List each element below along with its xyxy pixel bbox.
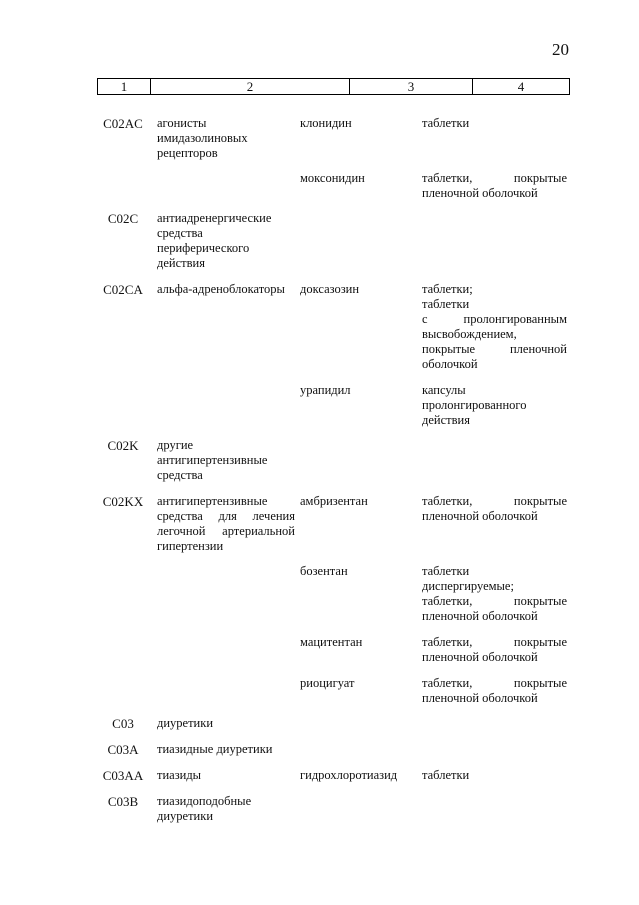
dosage-form-line [422, 171, 567, 186]
dosage-form-line [422, 312, 567, 327]
atc-code: C03B [107, 794, 139, 809]
dosage-form [422, 635, 567, 665]
atc-group: антигипертензивные средства для лечения легочной артериальной гипертензии [157, 494, 295, 553]
dosage-form-line: пленочной оболочкой [422, 650, 538, 664]
dosage-form-line: таблетки [422, 768, 470, 782]
word: покрытые [422, 342, 476, 356]
dosage-form-line: таблетки [422, 297, 470, 311]
dosage-form-line: действия [422, 413, 470, 427]
word: покрытые [513, 494, 567, 508]
word: таблетки, [422, 635, 473, 649]
dosage-form [422, 494, 567, 524]
dosage-form-line: пленочной оболочкой [422, 186, 538, 200]
column-header-table [97, 78, 570, 95]
dosage-form-line: пленочной оболочкой [422, 609, 538, 623]
dosage-form [422, 171, 567, 201]
word: покрытые [513, 171, 567, 185]
dosage-form-line: пролонгированного [422, 398, 527, 412]
dosage-form [422, 564, 567, 624]
dosage-form-line: пленочной оболочкой [422, 509, 538, 523]
atc-code: C03A [107, 742, 139, 757]
atc-group: другие антигипертензивные средства [157, 438, 268, 482]
atc-code: C02CA [103, 282, 143, 297]
atc-group: тиазидные диуретики [157, 742, 273, 756]
drug-name: урапидил [300, 383, 351, 397]
drug-name: бозентан [300, 564, 348, 578]
drug-name: мацитентан [300, 635, 363, 649]
drug-name: амбризентан [300, 494, 368, 508]
dosage-form-line: высвобождением, [422, 327, 517, 341]
dosage-form-line [422, 594, 567, 609]
column-header-3: 3 [350, 79, 473, 95]
dosage-form-line [422, 342, 567, 357]
word: покрытые [513, 594, 567, 608]
atc-group: альфа-адреноблокаторы [157, 282, 285, 296]
atc-group: тиазидоподобные диуретики [157, 794, 252, 823]
atc-group: диуретики [157, 716, 214, 730]
atc-group: агонисты имидазолиновых рецепторов [157, 116, 248, 160]
drug-name: моксонидин [300, 171, 365, 185]
dosage-form-line [422, 494, 567, 509]
drug-name: доксазозин [300, 282, 360, 296]
dosage-form-line [422, 635, 567, 650]
atc-group: тиазиды [157, 768, 202, 782]
word: пленочной [509, 342, 567, 356]
word: таблетки, [422, 594, 473, 608]
dosage-form [422, 676, 567, 706]
atc-code: C02K [107, 438, 139, 453]
word: таблетки, [422, 494, 473, 508]
atc-code: C02C [107, 211, 139, 226]
atc-group: антиадренергические средства периферического действия [157, 211, 272, 270]
dosage-form-line: таблетки [422, 116, 470, 130]
dosage-form-line: таблетки [422, 564, 470, 578]
page-number: 20 [552, 40, 569, 59]
dosage-form-line: диспергируемые; [422, 579, 514, 593]
atc-code: C02AC [103, 116, 143, 131]
column-header-row [98, 79, 570, 95]
atc-code: C02KX [102, 494, 144, 509]
drug-name: гидрохлоротиазид [300, 768, 398, 782]
dosage-form [422, 282, 567, 372]
dosage-form-line [422, 676, 567, 691]
column-header-2: 2 [151, 79, 350, 95]
word: покрытые [513, 676, 567, 690]
drug-name: клонидин [300, 116, 352, 130]
dosage-form-line: таблетки; [422, 282, 473, 296]
dosage-form [422, 768, 567, 783]
word: таблетки, [422, 171, 473, 185]
word: с [422, 312, 428, 326]
column-header-4: 4 [473, 79, 570, 95]
dosage-form [422, 383, 567, 428]
drug-name: риоцигуат [300, 676, 355, 690]
dosage-form-line: пленочной оболочкой [422, 691, 538, 705]
column-header-1: 1 [98, 79, 151, 95]
atc-code: C03AA [102, 768, 144, 783]
dosage-form-line: капсулы [422, 383, 466, 397]
word: таблетки, [422, 676, 473, 690]
word: пролонгированным [463, 312, 567, 326]
atc-code: C03 [112, 716, 134, 731]
dosage-form-line: оболочкой [422, 357, 478, 371]
dosage-form [422, 116, 567, 131]
word: покрытые [513, 635, 567, 649]
